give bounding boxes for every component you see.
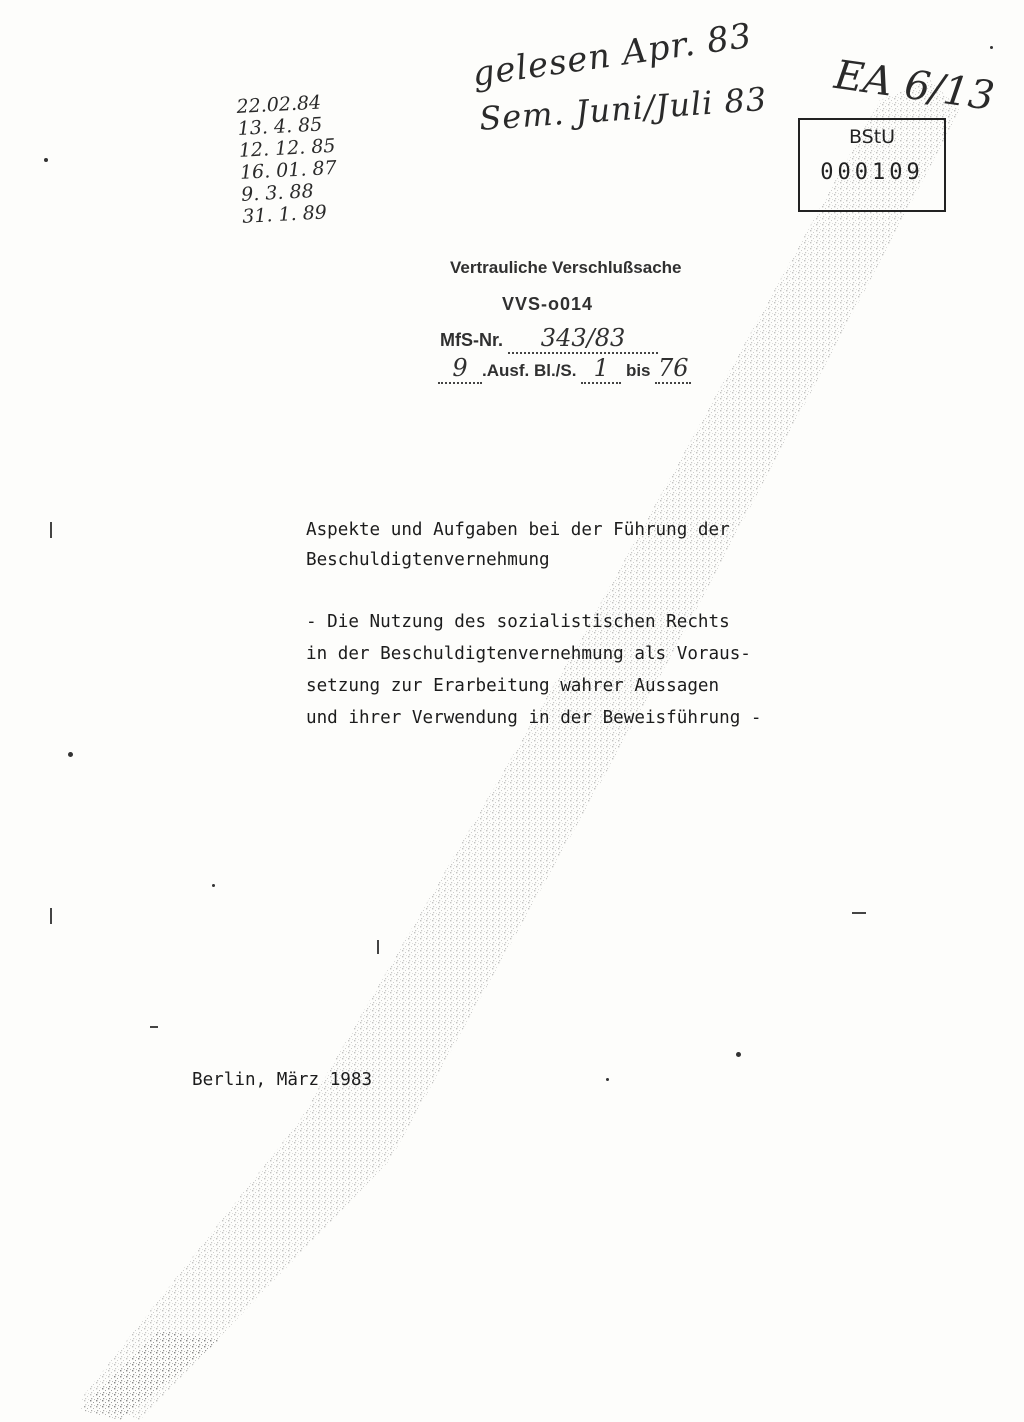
bstu-archive-stamp bbox=[798, 118, 946, 212]
ausf-label: .Ausf. Bl./S. bbox=[482, 361, 577, 380]
mfs-label: MfS-Nr. bbox=[440, 330, 503, 350]
copy-speck bbox=[68, 752, 73, 757]
page-from: 1 bbox=[581, 354, 621, 384]
subtitle-line: setzung zur Erarbeitung wahrer Aussagen bbox=[306, 676, 720, 696]
mfs-number-row bbox=[440, 324, 658, 354]
copy-speck bbox=[606, 1078, 609, 1081]
classification-stamp bbox=[428, 258, 728, 382]
handwritten-file-code: EA 6/13 bbox=[831, 52, 998, 120]
copy-speck bbox=[44, 158, 48, 162]
copy-mark bbox=[50, 908, 52, 924]
copy-speck bbox=[212, 884, 215, 887]
document-title-line2: Beschuldigtenvernehmung bbox=[306, 550, 550, 570]
date-entry: 13. 4. 85 bbox=[237, 113, 323, 140]
bstu-stamp-title: BStU bbox=[848, 126, 896, 148]
date-entry: 9. 3. 88 bbox=[240, 180, 315, 206]
mfs-number: 343/83 bbox=[508, 324, 658, 354]
copy-mark bbox=[50, 522, 52, 538]
copy-mark bbox=[150, 1026, 158, 1028]
date-entry: 12. 12. 85 bbox=[238, 134, 337, 162]
copy-speck bbox=[990, 46, 993, 49]
classification-label: Vertrauliche Verschlußsache bbox=[450, 258, 682, 277]
copy-mark bbox=[377, 940, 379, 954]
page-to: 76 bbox=[655, 354, 691, 384]
copy-pages-row bbox=[438, 354, 691, 384]
document-subtitle bbox=[306, 606, 761, 734]
date-entry: 22.02.84 bbox=[236, 91, 322, 118]
handwritten-note-line2: Sem. Juni/Juli 83 bbox=[478, 79, 769, 138]
place-and-date: Berlin, März 1983 bbox=[192, 1070, 373, 1090]
document-title-line1: Aspekte und Aufgaben bei der Führung der bbox=[306, 520, 730, 540]
subtitle-line: und ihrer Verwendung in der Beweisführung - bbox=[306, 708, 762, 728]
subtitle-line: - Die Nutzung des sozialistischen Rechts bbox=[306, 612, 730, 632]
date-entry: 16. 01. 87 bbox=[239, 156, 338, 184]
copy-speck bbox=[736, 1052, 741, 1057]
bstu-stamp-number: 000109 bbox=[820, 160, 924, 185]
vvs-number: VVS-o014 bbox=[502, 294, 594, 314]
date-entry: 31. 1. 89 bbox=[241, 201, 328, 228]
handwritten-note-line1: gelesen Apr. 83 bbox=[470, 15, 755, 95]
subtitle-line: in der Beschuldigtenvernehmung als Voraus- bbox=[306, 644, 751, 664]
copy-mark bbox=[852, 912, 866, 914]
handwritten-dates bbox=[236, 91, 339, 228]
copy-number: 9 bbox=[438, 354, 482, 384]
bis-label: bis bbox=[625, 361, 651, 380]
